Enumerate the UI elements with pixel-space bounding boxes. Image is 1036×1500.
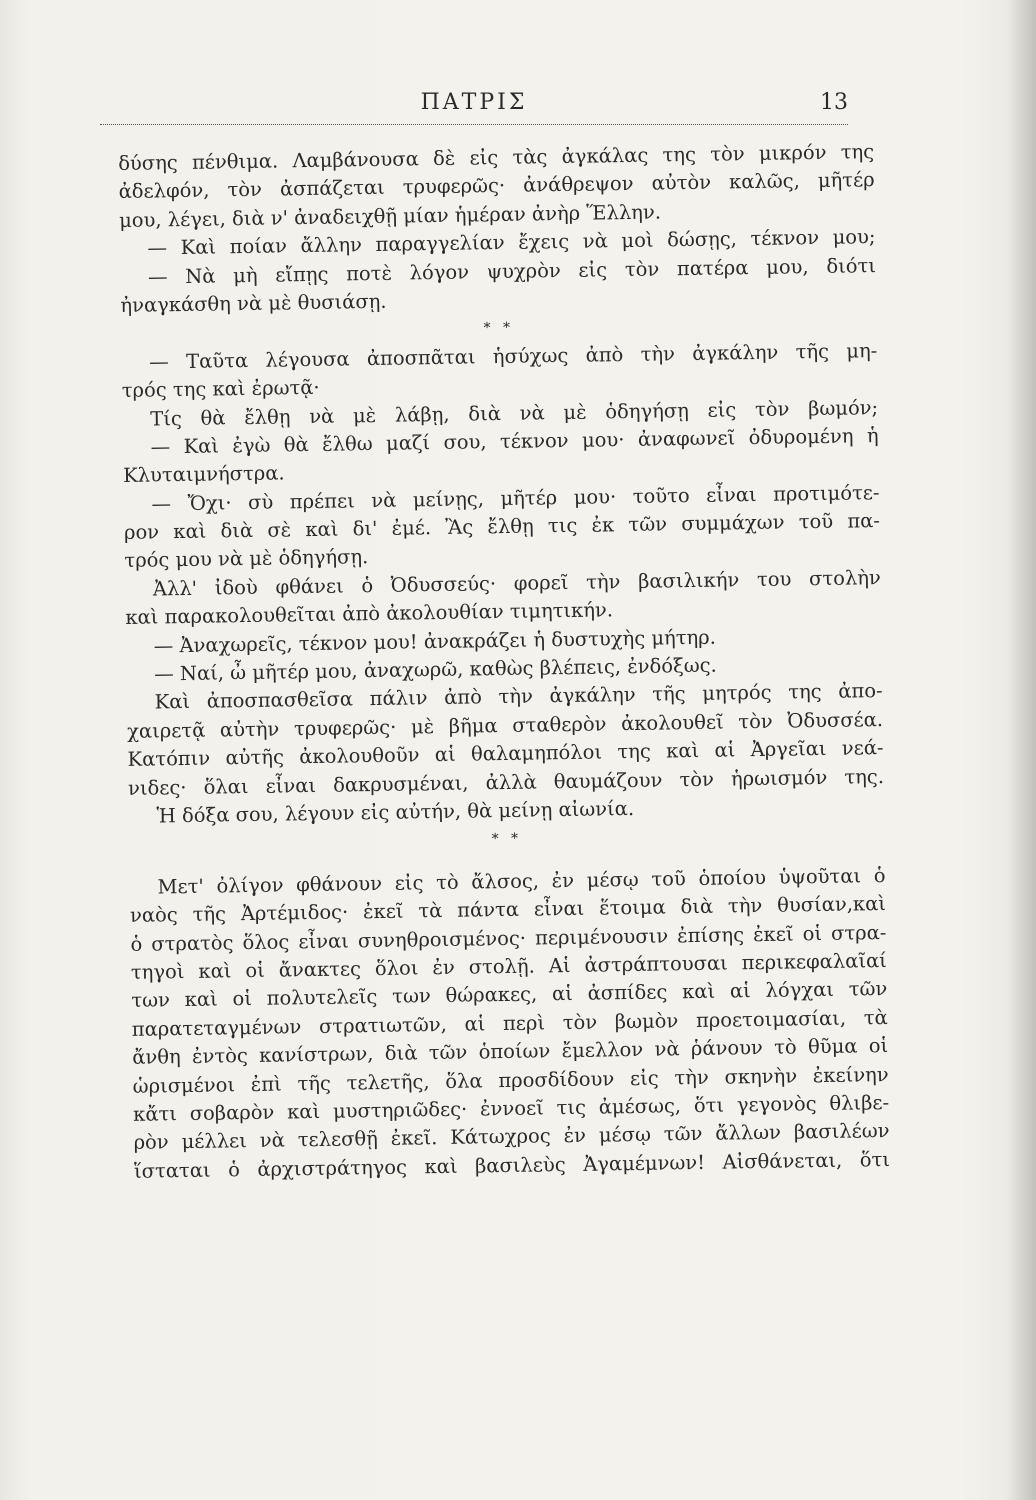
text-line: καὶ παρακολουθεῖται ἀπὸ ἀκολουθίαν τιμητικήν. xyxy=(125,598,614,630)
running-title: ΠΑΤΡΙΣ xyxy=(420,90,528,115)
text-line: νιδες· ὅλαι εἶναι δακρυσμέναι, ἀλλὰ θαυμάζουν τὸν ἡρωισμόν της. xyxy=(127,764,885,800)
header-rule xyxy=(100,124,848,125)
text-line: — Ἀναχωρεῖς, τέκνον μου! ἀνακράζει ἡ δυστυχὴς μήτηρ. xyxy=(153,625,717,658)
text-line: — Ὄχι· σὺ πρέπει νὰ μείνῃς, μῆτέρ μου· τοῦτο εἶναι προτιμότε- xyxy=(151,480,880,516)
text-line: — Νὰ μὴ εἴπῃς ποτὲ λόγον ψυχρὸν εἰς τὸν πατέρα μου, διότι xyxy=(147,253,877,289)
text-line: Ἀλλ' ἰδοὺ φθάνει ὁ Ὀδυσσεύς· φορεῖ τὴν βασιλικήν του στολὴν xyxy=(152,565,881,601)
text-line: κἄτι σοβαρὸν καὶ μυστηριῶδες· ἐννοεῖ τις ἀμέσως, ὅτι γεγονὸς θλιβε- xyxy=(132,1090,890,1126)
text-line: Κατόπιν αὐτῆς ἀκολουθοῦν αἱ θαλαμηπόλοι της καὶ αἱ Ἀργεῖαι νεά- xyxy=(127,736,884,772)
text-line: μου, λέγει, διὰ ν' ἀναδειχθῇ μίαν ἡμέραν ἀνὴρ Ἕλλην. xyxy=(118,200,662,232)
section-separator: * * xyxy=(491,831,523,848)
text-line: Καὶ ἀποσπασθεῖσα πάλιν ἀπὸ τὴν ἀγκάλην τῆς μητρός της ἀπο- xyxy=(154,679,883,714)
text-line: δύσης πένθιμα. Λαμβάνουσα δὲ εἰς τὰς ἀγκάλας της τὸν μικρόν της xyxy=(118,140,875,175)
text-line: ἵσταται ὁ ἀρχιστράτηγος καὶ βασιλεὺς Ἀγαμέμνων! Αἰσθάνεται, ὅτι xyxy=(133,1147,891,1183)
text-line: Ἡ δόξα σου, λέγουν εἰς αὐτήν, θὰ μείνῃ αἰωνία. xyxy=(156,796,635,828)
page-number: 13 xyxy=(820,90,848,115)
text-line: ἀδελφόν, τὸν ἀσπάζεται τρυφερῶς· ἀνάθρεψον αὐτὸν καλῶς, μῆτέρ xyxy=(118,168,875,204)
text-line: ἄνθη ἐντὸς κανίστρων, διὰ τῶν ὁποίων ἔμελλον νὰ ῥάνουν τὸ θῦμα οἱ xyxy=(132,1034,889,1069)
text-line: των καὶ οἱ πολυτελεῖς των θώρακες, αἱ ἀσπίδες καὶ αἱ λόγχαι τῶν xyxy=(131,977,888,1013)
section-separator: * * xyxy=(483,320,515,337)
text-line: ὁ στρατὸς ὅλος εἶναι συνηθροισμένος· περιμένουσιν ἐπίσης ἐκεῖ οἱ στρα- xyxy=(130,920,887,956)
text-line: ρον καὶ διὰ σὲ καὶ δι' ἐμέ. Ἂς ἔλθῃ τις ἐκ τῶν συμμάχων τοῦ πα- xyxy=(123,509,881,545)
text-line: ρὸν μέλλει νὰ τελεσθῇ ἐκεῖ. Κάτωχρος ἐν μέσῳ τῶν ἄλλων βασιλέων xyxy=(133,1119,890,1155)
text-line: ἠναγκάσθη νὰ μὲ θυσιάσῃ. xyxy=(120,289,387,317)
text-line: Κλυταιμνήστρα. xyxy=(122,461,285,488)
body-text xyxy=(118,138,890,1186)
text-line: — Ταῦτα λέγουσα ἀποσπᾶται ἡσύχως ἀπὸ τὴν ἀγκάλην τῆς μη- xyxy=(149,338,878,374)
text-line: — Ναί, ὦ μῆτέρ μου, ἀναχωρῶ, καθὼς βλέπεις, ἐνδόξως. xyxy=(154,653,717,686)
text-line: χαιρετᾷ αὐτὴν τρυφερῶς· μὲ βῆμα σταθερὸν ἀκολουθεῖ τὸν Ὀδυσσέα. xyxy=(126,707,884,743)
text-line: Μετ' ὀλίγον φθάνουν εἰς τὸ ἄλσος, ἐν μέσῳ τοῦ ὁποίου ὑψοῦται ὁ xyxy=(157,863,886,899)
page-header xyxy=(100,90,848,124)
text-line: — Καὶ ἐγὼ θὰ ἔλθω μαζί σου, τέκνον μου· ἀναφωνεῖ ὀδυρομένη ἡ xyxy=(150,423,879,459)
text-line: τρός μου νὰ μὲ ὁδηγήσῃ. xyxy=(124,545,369,573)
text-line: παρατεταγμένων στρατιωτῶν, αἱ περὶ τὸν βωμὸν προετοιμασίαι, τὰ xyxy=(131,1005,888,1041)
text-line: Τίς θὰ ἔλθῃ νὰ μὲ λάβῃ, διὰ νὰ μὲ ὁδηγήσῃ εἰς τὸν βωμόν; xyxy=(150,395,879,431)
text-line: τηγοὶ καὶ οἱ ἄνακτες ὅλοι ἐν στολῇ. Αἱ ἀστράπτουσαι περικεφαλαῖαί xyxy=(130,948,888,984)
text-line: ὡρισμένοι ἐπὶ τῆς τελετῆς, ὅλα προσδίδουν εἰς τὴν σκηνὴν ἐκείνην xyxy=(132,1062,889,1098)
text-line: — Καὶ ποίαν ἄλλην παραγγελίαν ἔχεις νὰ μοὶ δώσῃς, τέκνον μου; xyxy=(147,225,876,260)
text-line: τρός της καὶ ἐρωτᾷ· xyxy=(121,375,320,403)
text-line: ναὸς τῆς Ἀρτέμιδος· ἐκεῖ τὰ πάντα εἶναι ἕτοιμα διὰ τὴν θυσίαν,καὶ xyxy=(129,892,887,928)
page-edge-shadow xyxy=(1006,0,1036,1500)
